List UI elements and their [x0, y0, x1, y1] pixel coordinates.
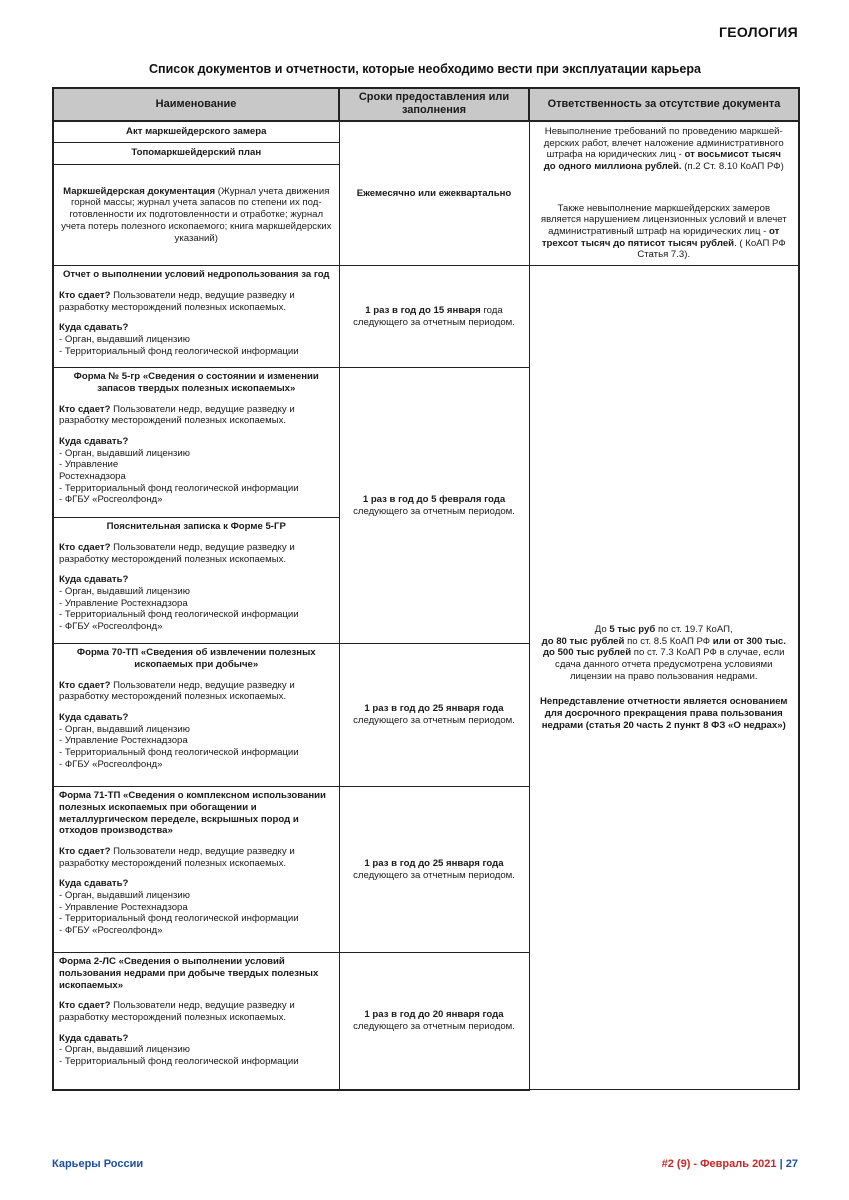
issue-info: [662, 1158, 798, 1170]
where-item: - ФГБУ «Росгеолфонд»: [59, 494, 163, 506]
who-label: Кто сдает?: [59, 289, 111, 301]
where-item: - Орган, выдавший лицензию: [59, 890, 190, 902]
freq-rest: года следующего за отчетным периодом.: [353, 304, 515, 328]
freq-bold: 1 раз в год до 25 января года: [364, 703, 504, 715]
survey-responsibility-cell: [529, 121, 799, 266]
survey-resp2-b: от трехсот тысяч до пятисот тысяч рублей: [541, 226, 780, 249]
table-header-row: [53, 88, 799, 121]
report-2ls-frequency: [339, 953, 529, 1090]
resp-text: до 80 тыс рублей: [541, 635, 625, 647]
survey-docs-cell: [53, 164, 339, 265]
documents-table: [52, 87, 800, 1091]
who-text: Пользователи недр, ведущие разведку и разработку месторождений полезных ископаемых.: [59, 541, 295, 565]
where-item: - Территориальный фонд геологической информации: [59, 609, 299, 621]
resp-text: по ст. 19.7 КоАП,: [655, 623, 733, 635]
survey-resp2-c: . ( КоАП РФ Статья 7.3).: [637, 237, 786, 261]
freq-rest: следующего за отчетным периодом.: [353, 1020, 515, 1032]
table-row: [53, 121, 799, 142]
survey-docs-title: Маркшейдерская документация: [63, 185, 216, 197]
who-text: Пользователи недр, ведущие разведку и разработку месторождений полезных ископаемых.: [59, 1000, 295, 1023]
where-item: - ФГБУ «Росгеолфонд»: [59, 925, 163, 937]
resp-text: или от 300 тыс.: [712, 635, 786, 647]
who-text: Пользователи недр, ведущие разведку и разработку месторождений полезных ископаемых.: [59, 289, 295, 313]
page-title: Список документов и отчетности, которые необходимо вести при эксплуатации карьера: [149, 62, 701, 76]
report-title: Форма 70-ТП «Сведения об извлечении полезных ископаемых при добыче»: [76, 647, 316, 670]
where-label: Куда сдавать?: [59, 1032, 129, 1044]
footer-separator: |: [779, 1158, 783, 1170]
survey-resp1-c: (п.2 Ст. 8.10 КоАП РФ): [681, 160, 784, 172]
freq-bold: 1 раз в год до 5 февраля года: [362, 493, 506, 505]
report-title: Отчет о выполнении условий недропользования за год: [62, 269, 330, 281]
report-annual-cell: [53, 266, 339, 368]
where-label: Куда сдавать?: [59, 574, 129, 586]
report-title: Форма 2-ЛС «Сведения о выполнении условий пользования недрами при добыче твердых полезных ископаемых»: [59, 956, 319, 991]
who-label: Кто сдает?: [59, 541, 111, 553]
who-label: Кто сдает?: [59, 1000, 111, 1012]
report-title: Форма № 5-гр «Сведения о состоянии и изменении запасов твердых полезных ископаемых»: [73, 371, 319, 394]
report-2ls-cell: [53, 953, 339, 1090]
survey-act-cell: Акт маркшейдерского замера: [53, 121, 339, 142]
freq-bold: 1 раз в год до 25 января года: [364, 857, 504, 869]
where-item: - Территориальный фонд геологической информации: [59, 482, 299, 494]
where-item: - Управление: [59, 459, 119, 471]
freq-rest: следующего за отчетным периодом.: [353, 869, 515, 881]
who-label: Кто сдает?: [59, 679, 111, 691]
header-name: Наименование: [53, 88, 339, 121]
freq-rest: следующего за отчетным периодом.: [353, 505, 515, 517]
resp-text: по ст. 8.5 КоАП РФ: [624, 635, 713, 647]
report-5gr-frequency: [339, 368, 529, 644]
who-text: Пользователи недр, ведущие разведку и разработку месторождений полезных ископаемых.: [59, 845, 295, 869]
freq-rest: следующего за отчетным периодом.: [353, 715, 515, 727]
report-71tp-cell: [53, 787, 339, 953]
where-item: - ФГБУ «Росгеолфонд»: [59, 621, 163, 633]
where-item: - Управление Ростехнадзора: [59, 901, 188, 913]
header-responsibility: Ответственность за отсутствие документа: [529, 88, 799, 121]
resp-termination: Непредставление отчетности является основанием для досрочного прекращения права пользования недрами (статья 20 часть 2 пункт 8 ФЗ «О недрах»): [539, 696, 788, 731]
survey-resp1-a: Невыполнение требований по проведению маркшей-дерских работ, влечет наложение административного штрафа на юридических лиц -: [543, 125, 784, 161]
where-label: Куда сдавать?: [59, 878, 129, 890]
report-5gr-note-cell: [53, 518, 339, 644]
page-number: 27: [785, 1158, 798, 1170]
resp-text: до 500 тыс рублей: [542, 647, 632, 659]
where-item: - Орган, выдавший лицензию: [59, 585, 190, 597]
where-item: - Орган, выдавший лицензию: [59, 447, 190, 459]
report-5gr-cell: [53, 368, 339, 518]
freq-bold: 1 раз в год до 15 января: [365, 304, 481, 316]
who-text: Пользователи недр, ведущие разведку и разработку месторождений полезных ископаемых.: [59, 403, 295, 427]
issue-number: #2 (9) - Февраль 2021: [661, 1158, 777, 1170]
survey-resp1-b: от восьмисот тысяч до одного миллиона рублей.: [543, 149, 781, 172]
who-label: Кто сдает?: [59, 845, 111, 857]
where-item: - Территориальный фонд геологической информации: [59, 913, 299, 925]
who-label: Кто сдает?: [59, 403, 111, 415]
where-item: - Территориальный фонд геологической информации: [59, 747, 299, 759]
report-title: Форма 71-ТП «Сведения о комплексном использовании полезных ископаемых при обогащении и металлургическом переделе, вскрышных пород и отходов производства»: [59, 790, 326, 837]
where-item: - Управление Ростехнадзора: [59, 735, 188, 747]
table-row: [53, 266, 799, 368]
where-item: - ФГБУ «Росгеолфонд»: [59, 758, 163, 770]
freq-bold: 1 раз в год до 20 января года: [364, 1009, 504, 1021]
survey-docs-rest: (Журнал учета движения горной массы; журнал учета запасов по степени их под-готовленности их подготовленности и отработке; журнал учета потерь полезного ископаемого; книга маркшейдерских указаний): [61, 185, 332, 244]
report-title: Пояснительная записка к Форме 5-ГР: [106, 521, 286, 533]
report-70tp-cell: [53, 644, 339, 787]
where-label: Куда сдавать?: [59, 322, 129, 334]
where-item: Ростехнадзора: [59, 471, 126, 483]
header-deadline: Сроки предоставления или заполнения: [339, 88, 529, 121]
where-item: - Орган, выдавший лицензию: [59, 333, 190, 345]
resp-text: До: [594, 623, 610, 635]
where-item: - Территориальный фонд геологической информации: [59, 1056, 299, 1068]
section-tag: ГЕОЛОГИЯ: [719, 24, 798, 40]
report-annual-frequency: [339, 266, 529, 368]
survey-frequency-cell: Ежемесячно или ежеквартально: [339, 121, 529, 266]
resp-text: 5 тыс руб: [609, 623, 656, 635]
where-item: - Орган, выдавший лицензию: [59, 1044, 190, 1056]
where-item: - Управление Ростехнадзора: [59, 597, 188, 609]
where-label: Куда сдавать?: [59, 711, 129, 723]
reports-responsibility-cell: [529, 266, 799, 1090]
report-70tp-frequency: [339, 644, 529, 787]
report-71tp-frequency: [339, 787, 529, 953]
survey-resp2-a: Также невыполнение маркшейдерских замеров является нарушением лицензионных условий и влечет административный штраф на юридических лиц -: [540, 202, 787, 238]
magazine-name: Карьеры России: [52, 1158, 144, 1170]
survey-plan-cell: Топомаркшейдерский план: [53, 142, 339, 164]
who-text: Пользователи недр, ведущие разведку и разработку месторождений полезных ископаемых.: [59, 679, 295, 703]
resp-text: по ст. 7.3 КоАП РФ в случае, если сдача данного отчета предусмотрена условиями лицензии на право пользования недрами.: [555, 647, 785, 682]
where-item: - Орган, выдавший лицензию: [59, 723, 190, 735]
where-item: - Территориальный фонд геологической информации: [59, 345, 299, 357]
where-label: Куда сдавать?: [59, 435, 129, 447]
